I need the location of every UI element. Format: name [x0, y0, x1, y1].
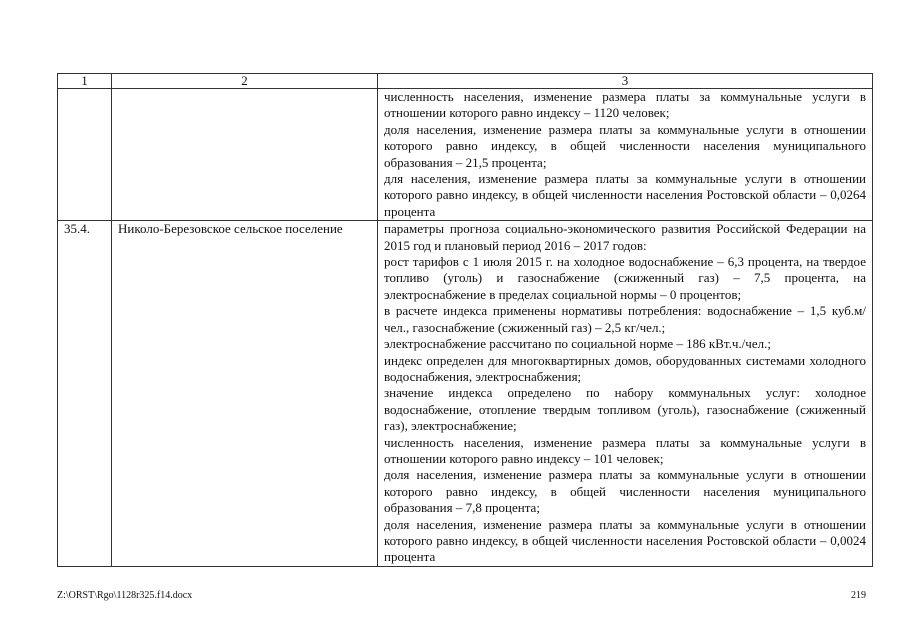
file-path: Z:\ORST\Rgo\1128r325.f14.docx: [57, 590, 193, 601]
description-paragraph: рост тарифов с 1 июля 2015 г. на холодное водоснабжение – 6,3 процента, на твердое топливо (уголь) и газоснабжение (сжиженный газ) – 7,5 процента, на электроснабжение в пределах социальной нормы – 0 процентов;: [384, 254, 866, 302]
table-row: [58, 221, 873, 567]
page-number: 219: [851, 590, 866, 601]
header-col-1: 1: [58, 74, 112, 89]
description-paragraph: доля населения, изменение размера платы за коммунальные услуги в отношении которого равно индексу, в общей численности населения Ростовской области – 0,0024 процента: [384, 516, 866, 565]
row-name-cell: [112, 89, 378, 221]
description-paragraph: индекс определен для многоквартирных домов, оборудованных системами холодного водоснабжения, электроснабжения;: [384, 352, 866, 384]
description-paragraph: доля населения, изменение размера платы за коммунальные услуги в отношении которого равно индексу, в общей численности населения муниципального образования – 7,8 процента;: [384, 467, 866, 516]
description-paragraph: численность населения, изменение размера платы за коммунальные услуги в отношении которого равно индексу – 1120 человек;: [384, 89, 866, 121]
description-paragraph: для населения, изменение размера платы за коммунальные услуги в отношении которого равно индексу, в общей численности населения Ростовской области – 0,0264 процента: [384, 171, 866, 219]
row-description-cell: [378, 89, 873, 221]
header-col-2: 2: [112, 74, 378, 89]
header-col-3: 3: [378, 74, 873, 89]
row-name-cell: Николо-Березовское сельское поселение: [112, 221, 378, 567]
table-row: [58, 89, 873, 221]
description-paragraph: значение индекса определено по набору коммунальных услуг: холодное водоснабжение, отопление твердым топливом (уголь), газоснабжение (сжиженный газ), электроснабжение;: [384, 385, 866, 434]
description-paragraph: параметры прогноза социально-экономического развития Российской Федерации на 2015 год и плановый период 2016 – 2017 годов:: [384, 221, 866, 253]
row-number-cell: 35.4.: [58, 221, 112, 567]
description-paragraph: в расчете индекса применены нормативы потребления: водоснабжение – 1,5 куб.м/чел., газоснабжение (сжиженный газ) – 2,5 кг/чел.;: [384, 303, 866, 335]
row-description-cell: [378, 221, 873, 567]
page-footer: [57, 590, 872, 602]
header-row: [58, 74, 873, 89]
description-paragraph: электроснабжение рассчитано по социальной норме – 186 кВт.ч./чел.;: [384, 336, 771, 352]
tariff-table: [57, 73, 873, 567]
description-paragraph: доля населения, изменение размера платы за коммунальные услуги в отношении которого равно индексу, в общей численности населения муниципального образования – 21,5 процента;: [384, 121, 866, 170]
description-paragraph: численность населения, изменение размера платы за коммунальные услуги в отношении которого равно индексу – 101 человек;: [384, 434, 866, 466]
row-number-cell: [58, 89, 112, 221]
